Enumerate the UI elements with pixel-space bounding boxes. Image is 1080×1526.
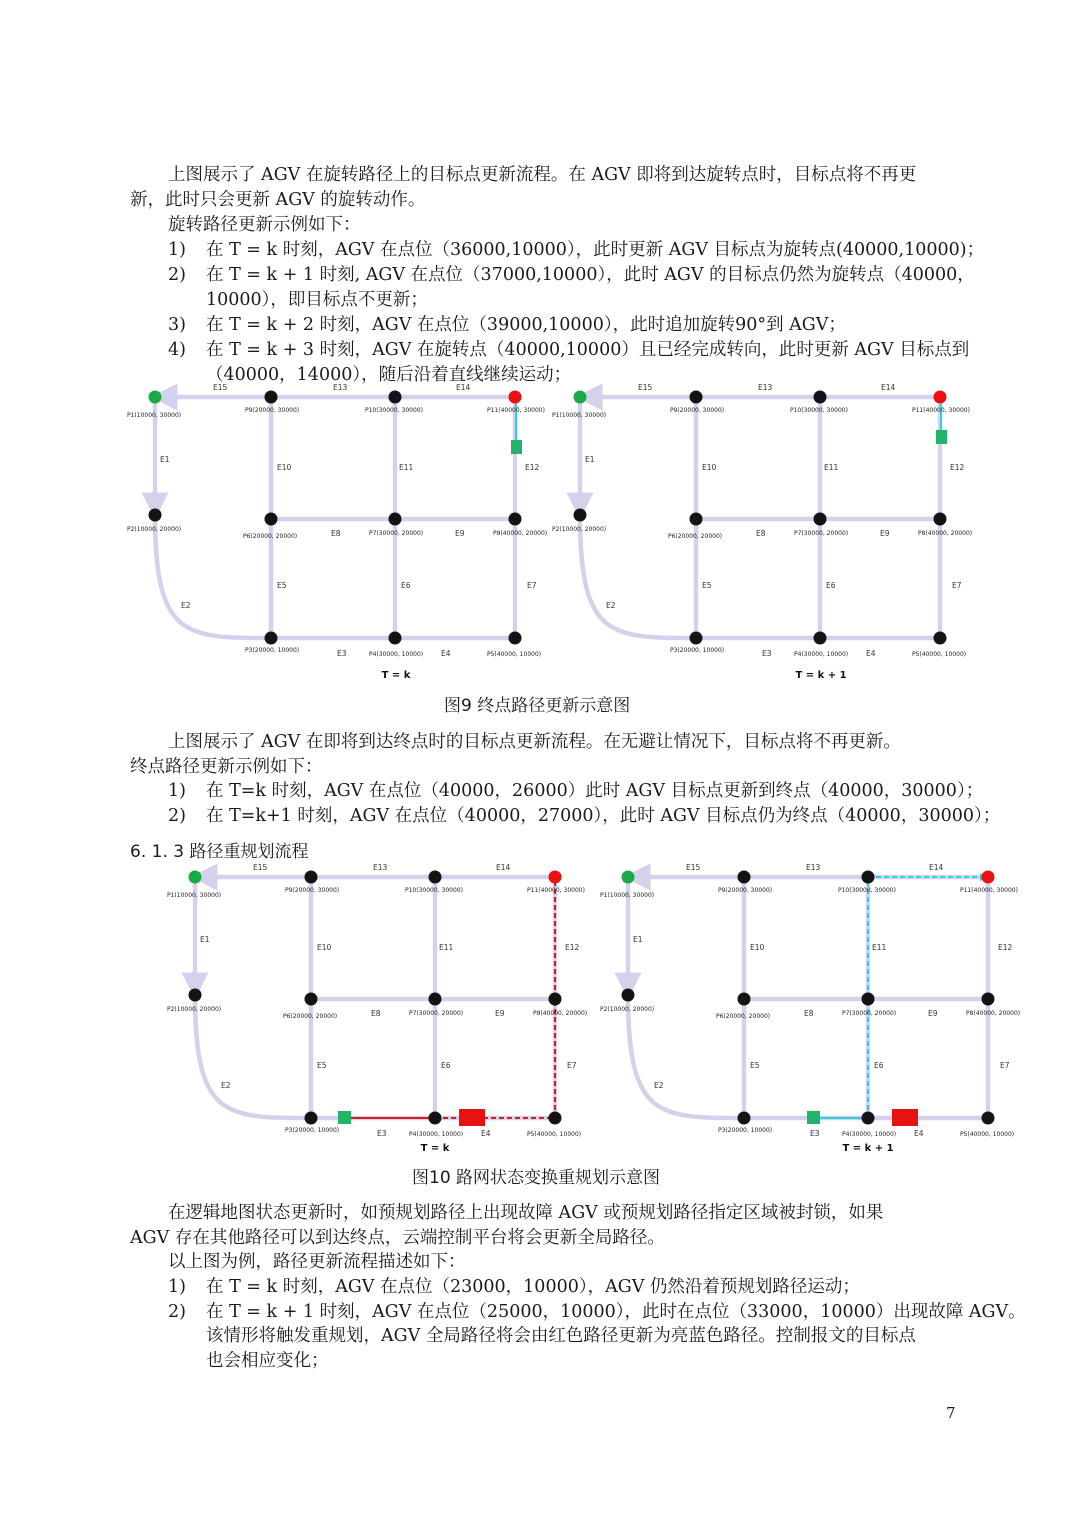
node-label-P6: P6(20000, 20000) (668, 533, 723, 540)
edge-label-E2: E2 (606, 601, 616, 610)
node-label-P8: P8(40000, 20000) (918, 530, 973, 537)
node-P10 (862, 871, 875, 884)
edge-label-E6: E6 (441, 1061, 451, 1070)
node-P8 (509, 513, 522, 526)
end-node-P11 (549, 871, 562, 884)
node-label-P2: P2(10000, 20000) (167, 1006, 222, 1013)
node-label-P7: P7(30000, 20000) (842, 1010, 897, 1017)
node-label-P1: P1(10000, 30000) (552, 412, 607, 419)
fig9-caption: 图9 终点路径更新示意图 (444, 696, 631, 716)
node-P8 (982, 993, 995, 1006)
node-P5 (934, 632, 947, 645)
edge-label-E3: E3 (377, 1129, 387, 1138)
fig10-caption: 图10 路网状态变换重规划示意图 (412, 1168, 661, 1188)
node-label-P2: P2(10000, 20000) (600, 1006, 655, 1013)
node-P10 (429, 871, 442, 884)
edge-label-E13: E13 (333, 383, 348, 392)
node-label-P3: P3(20000, 10000) (285, 1127, 340, 1134)
edge-label-E12: E12 (950, 463, 965, 472)
node-label-P6: P6(20000, 20000) (716, 1013, 771, 1020)
edge-label-E11: E11 (439, 943, 454, 952)
node-label-P5: P5(40000, 10000) (960, 1131, 1015, 1138)
node-P5 (549, 1112, 562, 1125)
edge-label-E9: E9 (928, 1009, 938, 1018)
list-item: 在 T=k+1 时刻，AGV 在点位（40000，27000），此时 AGV 目标点仍为终点（40000，30000）； (206, 806, 1001, 826)
section3-paragraph-line2: AGV 存在其他路径可以到达终点，云端控制平台将会更新全局路径。 (130, 1228, 665, 1248)
node-label-P10: P10(30000, 30000) (365, 407, 423, 414)
node-label-P6: P6(20000, 20000) (283, 1013, 338, 1020)
end-node-P11 (509, 391, 522, 404)
list-number: 3) (168, 315, 186, 335)
edge-label-E8: E8 (331, 529, 341, 538)
node-P9 (738, 871, 751, 884)
edge-label-E13: E13 (373, 863, 388, 872)
node-P3 (305, 1112, 318, 1125)
edge-label-E9: E9 (455, 529, 465, 538)
node-P9 (305, 871, 318, 884)
node-label-P11: P11(40000, 30000) (912, 407, 970, 414)
edge-label-E11: E11 (872, 943, 887, 952)
fig10-right-diagram (598, 863, 1028, 1168)
node-P4 (862, 1112, 875, 1125)
fault-agv-marker (892, 1109, 918, 1126)
list-item: 在 T=k 时刻，AGV 在点位（40000，26000）此时 AGV 目标点更新到终点（40000，30000）； (206, 781, 984, 801)
edge-label-E7: E7 (952, 581, 962, 590)
edge-label-E14: E14 (456, 383, 471, 392)
node-label-P9: P9(20000, 30000) (718, 887, 773, 894)
edge-label-E9: E9 (880, 529, 890, 538)
node-label-P3: P3(20000, 10000) (245, 647, 300, 654)
end-node-P11 (934, 391, 947, 404)
node-P6 (265, 513, 278, 526)
edge-label-E15: E15 (253, 863, 268, 872)
edge-label-E5: E5 (750, 1061, 760, 1070)
edge-label-E4: E4 (441, 649, 451, 658)
node-P7 (429, 993, 442, 1006)
edge-label-E12: E12 (998, 943, 1013, 952)
list-number: 4) (168, 340, 186, 360)
node-P4 (814, 632, 827, 645)
node-label-P5: P5(40000, 10000) (912, 651, 967, 658)
section2-paragraph-line2: 终点路径更新示例如下： (130, 757, 323, 777)
edge-label-E14: E14 (881, 383, 896, 392)
node-label-P9: P9(20000, 30000) (245, 407, 300, 414)
edge-label-E13: E13 (758, 383, 773, 392)
edge-label-E10: E10 (702, 463, 717, 472)
start-node-P1 (149, 391, 162, 404)
node-label-P4: P4(30000, 10000) (409, 1131, 464, 1138)
node-label-P2: P2(10000, 20000) (552, 526, 607, 533)
start-node-P1 (189, 871, 202, 884)
start-node-P1 (574, 391, 587, 404)
node-P4 (429, 1112, 442, 1125)
edge-label-E10: E10 (317, 943, 332, 952)
edge-label-E5: E5 (702, 581, 712, 590)
list-item-continued: （40000，14000），随后沿着直线继续运动； (206, 365, 572, 385)
edge-label-E5: E5 (317, 1061, 327, 1070)
edge-label-E15: E15 (213, 383, 228, 392)
edge-label-E6: E6 (401, 581, 411, 590)
edge-label-E1: E1 (160, 455, 170, 464)
edge-label-E11: E11 (824, 463, 839, 472)
node-P6 (690, 513, 703, 526)
node-label-P1: P1(10000, 30000) (600, 892, 655, 899)
edge-label-E6: E6 (874, 1061, 884, 1070)
edge-label-E9: E9 (495, 1009, 505, 1018)
node-label-P3: P3(20000, 10000) (718, 1127, 773, 1134)
node-label-P4: P4(30000, 10000) (842, 1131, 897, 1138)
node-label-P7: P7(30000, 20000) (794, 530, 849, 537)
edge-label-E10: E10 (277, 463, 292, 472)
edge-label-E7: E7 (1000, 1061, 1010, 1070)
edge-label-E1: E1 (200, 935, 210, 944)
node-label-P1: P1(10000, 30000) (127, 412, 182, 419)
section1-intro: 旋转路径更新示例如下： (168, 215, 361, 235)
end-node-P11 (982, 871, 995, 884)
edge-label-E2: E2 (181, 601, 191, 610)
section3-paragraph-line1: 在逻辑地图状态更新时，如预规划路径上出现故障 AGV 或预规划路径指定区域被封锁，如果 (168, 1203, 884, 1223)
agv-marker (936, 430, 947, 444)
node-label-P11: P11(40000, 30000) (527, 887, 585, 894)
node-label-P10: P10(30000, 30000) (790, 407, 848, 414)
node-P10 (389, 391, 402, 404)
edge-label-E8: E8 (804, 1009, 814, 1018)
time-label: T = k (381, 670, 411, 681)
node-P6 (738, 993, 751, 1006)
fault-agv-marker (459, 1109, 485, 1126)
node-label-P1: P1(10000, 30000) (167, 892, 222, 899)
node-P3 (738, 1112, 751, 1125)
node-P8 (934, 513, 947, 526)
node-label-P5: P5(40000, 10000) (527, 1131, 582, 1138)
edge-label-E12: E12 (525, 463, 540, 472)
list-item: 在 T = k + 1 时刻, AGV 在点位（37000,10000），此时 AGV 的目标点仍然为旋转点（40000， (206, 265, 975, 285)
edge-label-E13: E13 (806, 863, 821, 872)
node-label-P8: P8(40000, 20000) (533, 1010, 588, 1017)
edge-label-E7: E7 (567, 1061, 577, 1070)
node-P3 (690, 632, 703, 645)
node-label-P7: P7(30000, 20000) (409, 1010, 464, 1017)
node-P4 (389, 632, 402, 645)
start-node-P1 (622, 871, 635, 884)
list-number: 2) (168, 1302, 186, 1322)
fig9-right-diagram (550, 383, 980, 688)
node-label-P10: P10(30000, 30000) (405, 887, 463, 894)
node-P6 (305, 993, 318, 1006)
node-P5 (509, 632, 522, 645)
edge-label-E4: E4 (481, 1129, 491, 1138)
node-label-P8: P8(40000, 20000) (493, 530, 548, 537)
edge-label-E1: E1 (633, 935, 643, 944)
list-item-continued: 该情形将触发重规划，AGV 全局路径将会由红色路径更新为亮蓝色路径。控制报文的目标点 (206, 1326, 916, 1346)
node-label-P5: P5(40000, 10000) (487, 651, 542, 658)
list-number: 1) (168, 781, 186, 801)
fig10-left-diagram (165, 863, 595, 1168)
node-label-P2: P2(10000, 20000) (127, 526, 182, 533)
node-P2 (149, 509, 162, 522)
section3-intro: 以上图为例，路径更新流程描述如下： (168, 1252, 466, 1272)
list-number: 1) (168, 1277, 186, 1297)
section1-paragraph-line2: 新，此时只会更新 AGV 的旋转动作。 (130, 190, 426, 210)
list-item-continued: 10000），即目标点不更新； (206, 290, 428, 310)
node-label-P8: P8(40000, 20000) (966, 1010, 1021, 1017)
node-P7 (389, 513, 402, 526)
edge-label-E6: E6 (826, 581, 836, 590)
node-P2 (574, 509, 587, 522)
time-label: T = k + 1 (842, 1143, 894, 1154)
section-heading-6-1-3: 6. 1. 3 路径重规划流程 (130, 842, 309, 862)
edge-label-E15: E15 (686, 863, 701, 872)
time-label: T = k (420, 1143, 450, 1154)
node-label-P4: P4(30000, 10000) (369, 651, 424, 658)
node-label-P6: P6(20000, 20000) (243, 533, 298, 540)
edge-label-E1: E1 (585, 455, 595, 464)
node-label-P9: P9(20000, 30000) (285, 887, 340, 894)
section2-paragraph-line1: 上图展示了 AGV 在即将到达终点时的目标点更新流程。在无避让情况下，目标点将不再更新。 (168, 732, 901, 752)
time-label: T = k + 1 (795, 670, 847, 681)
list-number: 2) (168, 806, 186, 826)
list-item: 在 T = k + 3 时刻，AGV 在旋转点（40000,10000）且已经完成转向，此时更新 AGV 目标点到 (206, 340, 970, 360)
edge-label-E10: E10 (750, 943, 765, 952)
edge-label-E14: E14 (929, 863, 944, 872)
node-P2 (189, 989, 202, 1002)
node-P5 (982, 1112, 995, 1125)
node-label-P11: P11(40000, 30000) (960, 887, 1018, 894)
list-item: 在 T = k + 1 时刻，AGV 在点位（25000，10000），此时在点位（33000，10000）出现故障 AGV。 (206, 1302, 1026, 1322)
agv-marker (511, 440, 522, 454)
edge-label-E3: E3 (762, 649, 772, 658)
edge-label-E3: E3 (337, 649, 347, 658)
node-P9 (690, 391, 703, 404)
edge-label-E4: E4 (866, 649, 876, 658)
list-item: 在 T = k 时刻，AGV 在点位（23000，10000），AGV 仍然沿着预规划路径运动； (206, 1277, 860, 1297)
node-label-P3: P3(20000, 10000) (670, 647, 725, 654)
edge-label-E5: E5 (277, 581, 287, 590)
node-P9 (265, 391, 278, 404)
edge-label-E2: E2 (654, 1081, 664, 1090)
fig9-left-diagram (125, 383, 555, 688)
node-label-P11: P11(40000, 30000) (487, 407, 545, 414)
node-label-P10: P10(30000, 30000) (838, 887, 896, 894)
node-label-P9: P9(20000, 30000) (670, 407, 725, 414)
node-label-P7: P7(30000, 20000) (369, 530, 424, 537)
list-item: 在 T = k + 2 时刻，AGV 在点位（39000,10000），此时追加旋转90°到 AGV； (206, 315, 846, 335)
node-P2 (622, 989, 635, 1002)
page-number: 7 (946, 1404, 956, 1422)
agv-marker (807, 1111, 820, 1124)
list-item-continued: 也会相应变化； (206, 1351, 329, 1371)
list-number: 2) (168, 265, 186, 285)
edge-label-E7: E7 (527, 581, 537, 590)
edge-label-E8: E8 (756, 529, 766, 538)
section1-paragraph-line1: 上图展示了 AGV 在旋转路径上的目标点更新流程。在 AGV 即将到达旋转点时，目标点将不再更 (168, 165, 917, 185)
node-P7 (862, 993, 875, 1006)
node-P8 (549, 993, 562, 1006)
edge-label-E12: E12 (565, 943, 580, 952)
edge-label-E14: E14 (496, 863, 511, 872)
node-label-P4: P4(30000, 10000) (794, 651, 849, 658)
list-item: 在 T = k 时刻，AGV 在点位（36000,10000），此时更新 AGV 目标点为旋转点(40000,10000)； (206, 240, 985, 260)
edge-label-E3: E3 (810, 1129, 820, 1138)
edge-label-E4: E4 (914, 1129, 924, 1138)
list-number: 1) (168, 240, 186, 260)
node-P3 (265, 632, 278, 645)
node-P10 (814, 391, 827, 404)
edge-label-E11: E11 (399, 463, 414, 472)
edge-label-E8: E8 (371, 1009, 381, 1018)
node-P7 (814, 513, 827, 526)
edge-label-E2: E2 (221, 1081, 231, 1090)
edge-label-E15: E15 (638, 383, 653, 392)
agv-marker (338, 1111, 351, 1124)
